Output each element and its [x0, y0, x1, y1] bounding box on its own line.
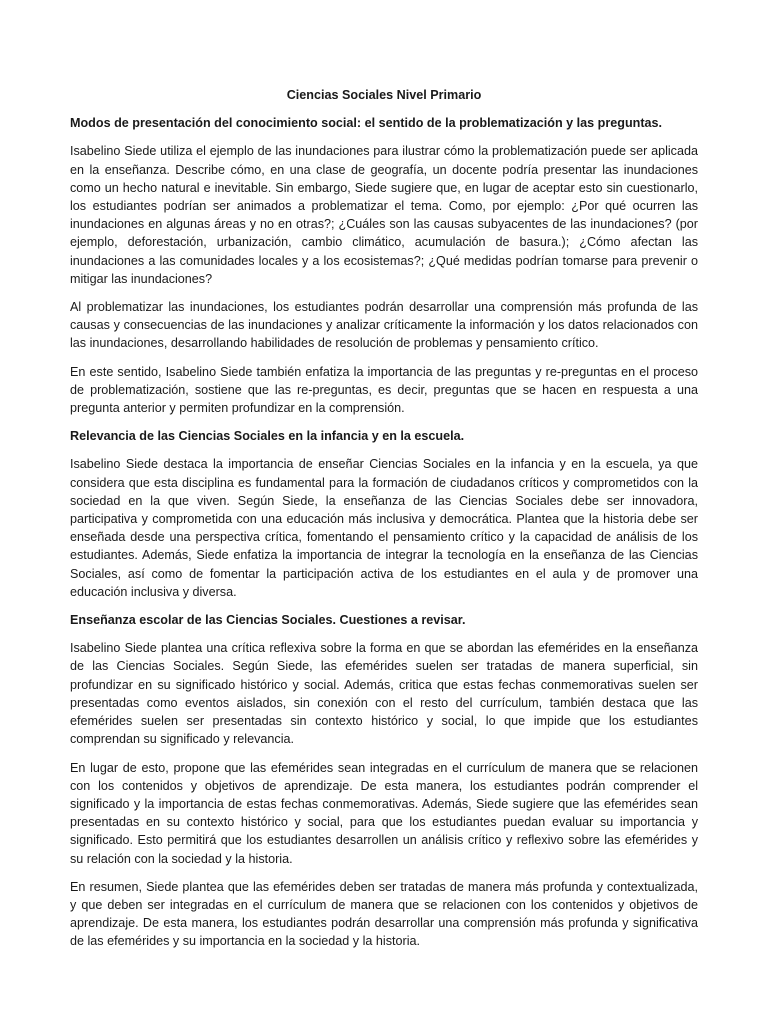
paragraph: En lugar de esto, propone que las efemérides sean integradas en el currículum de manera que se relacionen con los contenidos y objetivos de aprendizaje. De esta manera, los estudiantes podrán comprender el significado y la importancia de estas fechas conmemorativas. Además, Siede sugiere que las efemérides sean presentadas en su contexto histórico y social, para que los estudiantes puedan evaluar su importancia y significado. Esto permitirá que los estudiantes desarrollen un análisis crítico y reflexivo sobre las efemérides y su relación con la sociedad y la historia.: [70, 760, 698, 866]
section-relevancia: [70, 427, 698, 601]
paragraph: En este sentido, Isabelino Siede también enfatiza la importancia de las preguntas y re-preguntas en el proceso de problematización, sostiene que las re-preguntas, es decir, preguntas que se hacen en respuesta a una pregunta anterior y permiten profundizar en la comprensión.: [70, 364, 698, 416]
document-title: Ciencias Sociales Nivel Primario: [286, 88, 482, 102]
section-heading: Modos de presentación del conocimiento social: el sentido de la problematización y las preguntas.: [70, 116, 663, 131]
paragraph: Isabelino Siede destaca la importancia de enseñar Ciencias Sociales en la infancia y en la escuela, ya que considera que esta disciplina es fundamental para la formación de ciudadanos críticos y comprometidos con la sociedad en la que viven. Según Siede, la enseñanza de las Ciencias Sociales debe ser innovadora, participativa y comprometida con una educación más inclusiva y democrática. Plantea que la historia debe ser enseñada desde una perspectiva crítica, fomentando el pensamiento crítico y la capacidad de análisis de los estudiantes. Además, Siede enfatiza la importancia de integrar la tecnología en la enseñanza de las Ciencias Sociales, así como de fomentar la participación activa de los estudiantes en el aula y de promover una educación inclusiva y diversa.: [70, 457, 698, 599]
section-ensenanza-escolar: [70, 611, 698, 950]
paragraph: Isabelino Siede utiliza el ejemplo de las inundaciones para ilustrar cómo la problematización puede ser aplicada en la enseñanza. Describe cómo, en una clase de geografía, un docente podría presentar las inundaciones como un hecho natural e inevitable. Sin embargo, Siede sugiere que, en lugar de aceptar esto sin cuestionarlo, los estudiantes podrían ser animados a problematizar el tema. Como, por ejemplo: ¿Por qué ocurren las inundaciones en algunas áreas y no en otras?; ¿Cuáles son las causas subyacentes de las inundaciones? (por ejemplo, deforestación, urbanización, cambio climático, acumulación de basura.); ¿Cómo afectan las inundaciones a las comunidades locales y a los ecosistemas?; ¿Qué medidas podrían tomarse para prevenir o mitigar las inundaciones?: [70, 144, 698, 286]
section-problematizacion: [70, 114, 698, 417]
section-heading: Enseñanza escolar de las Ciencias Sociales. Cuestiones a revisar.: [70, 613, 466, 628]
section-heading: Relevancia de las Ciencias Sociales en la infancia y en la escuela.: [70, 429, 465, 444]
paragraph: En resumen, Siede plantea que las efemérides deben ser tratadas de manera más profunda y contextualizada, y que deben ser integradas en el currículum de manera que se relacionen con los contenidos y objetivos de aprendizaje. De esta manera, los estudiantes podrán desarrollar una comprensión más profunda y significativa de las efemérides y su importancia en la sociedad y la historia.: [70, 879, 698, 949]
paragraph: Al problematizar las inundaciones, los estudiantes podrán desarrollar una comprensión más profunda de las causas y consecuencias de las inundaciones y analizar críticamente la información y los datos relacionados con las inundaciones, desarrollando habilidades de resolución de problemas y pensamiento crítico.: [70, 300, 698, 351]
document-page: [70, 86, 698, 961]
paragraph: Isabelino Siede plantea una crítica reflexiva sobre la forma en que se abordan las efemérides en la enseñanza de las Ciencias Sociales. Según Siede, las efemérides suelen ser tratadas de manera superficial, sin profundizar en su significado histórico y social. Además, critica que estas fechas conmemorativas suelen ser presentadas como eventos aislados, sin conexión con el resto del currículum, también destaca que las efemérides suelen ser presentadas sin contexto histórico y social, lo que impide que los estudiantes comprendan su significado y relevancia.: [70, 641, 698, 747]
